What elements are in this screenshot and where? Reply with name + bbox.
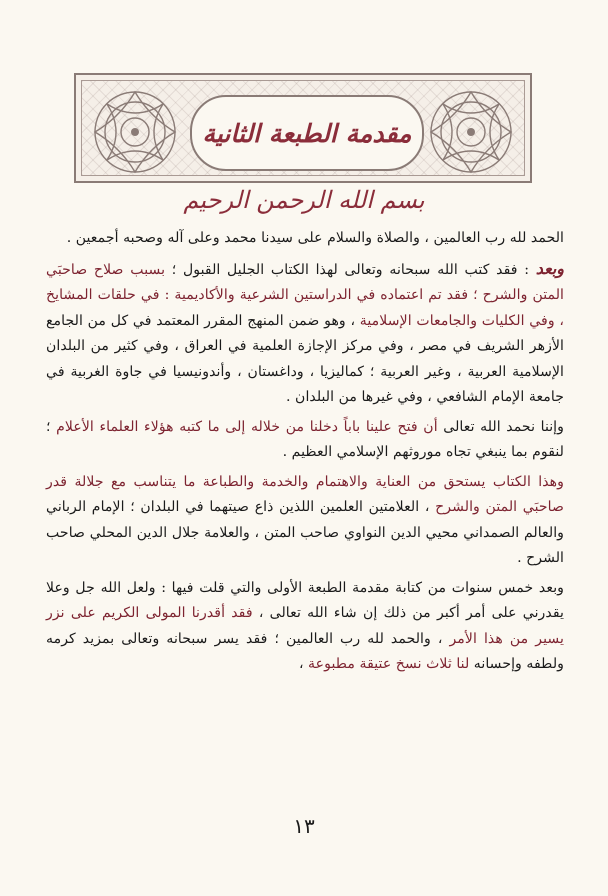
paragraph-text: : فقد كتب الله سبحانه وتعالى لهذا الكتاب الجليل القبول ؛: [165, 261, 536, 278]
right-rosette-ornament: [426, 87, 516, 177]
left-rosette-ornament: [90, 87, 180, 177]
paragraph: [46, 226, 564, 252]
paragraph-text: الحمد لله رب العالمين ، والصلاة والسلام على سيدنا محمد وعلى آله وصحبه أجمعين .: [66, 230, 564, 246]
ornamental-header: [74, 73, 532, 183]
paragraph-text: وبعد خمس سنوات من كتابة مقدمة الطبعة الأولى والتي قلت فيها : ولعل الله جل وعلا يقدرني على أمر أكبر من ذلك إن شاء الله تعالى ،: [46, 579, 564, 621]
highlighted-text: أن فتح علينا باباً دخلنا من خلاله إلى ما كتبه هؤلاء العلماء الأعلام: [56, 418, 438, 435]
lead-word: وبعد: [535, 258, 564, 278]
header-pattern: [81, 80, 525, 176]
paragraph-text: ، وهو ضمن المنهج المقرر المعتمد في كل من الجامع الأزهر الشريف في مصر ، وفي مركز الإجازة العلمية في العراق ، وفي كثير من البلدان الإسلامية العربية ، وغير العربية ؛ كماليزيا ، وداغستان ، وأندونيسيا في جاوة الغربية في جامعة الإمام الشافعي ، وفي غيرها من البلدان .: [46, 312, 564, 405]
highlighted-text: لنا ثلاث نسخ عتيقة مطبوعة: [308, 656, 470, 672]
title-cartouche: [190, 95, 424, 171]
paragraph: [46, 415, 564, 466]
section-title: مقدمة الطبعة الثانية: [202, 118, 412, 148]
highlighted-text: وهذا الكتاب يستحق من العناية والاهتمام والخدمة والطباعة ما يتناسب مع جلالة قدر صاحبَي المتن والشرح: [46, 473, 564, 515]
paragraph-text: ،: [298, 656, 309, 672]
highlighted-text: فقد أقدرنا المولى الكريم على نزر يسير من هذا الأمر: [46, 605, 564, 647]
paragraph: [46, 256, 564, 411]
paragraph-text: ، والحمد لله رب العالمين ؛ فقد يسر سبحانه وتعالى بمزيد كرمه ولطفه وإحسانه: [46, 630, 564, 672]
paragraph-text: وإننا نحمد الله تعالى: [437, 418, 564, 435]
basmala: بسم الله الرحمن الرحيم: [183, 186, 425, 214]
body-text: [46, 226, 564, 682]
page-number: ١٣: [293, 814, 315, 838]
paragraph-text: ، العلامتين العلمين اللذين ذاع صيتهما في البلدان ؛ الإمام الرباني والعالم الصمداني محيي الدين النواوي صاحب المتن ، والعلامة جلال الدين المحلي صاحب الشرح .: [46, 499, 564, 566]
paragraph: [46, 470, 564, 572]
paragraph-text: ؛ لنقوم بما ينبغي تجاه موروثهم الإسلامي العظيم .: [46, 418, 564, 460]
paragraph: [46, 576, 564, 678]
highlighted-text: بسبب صلاح صاحبَي المتن والشرح ؛ فقد تم اعتماده في الدراستين الشرعية والأكاديمية : في حلقات المشايخ ، وفي الكليات والجامعات الإسلامية: [46, 261, 564, 329]
